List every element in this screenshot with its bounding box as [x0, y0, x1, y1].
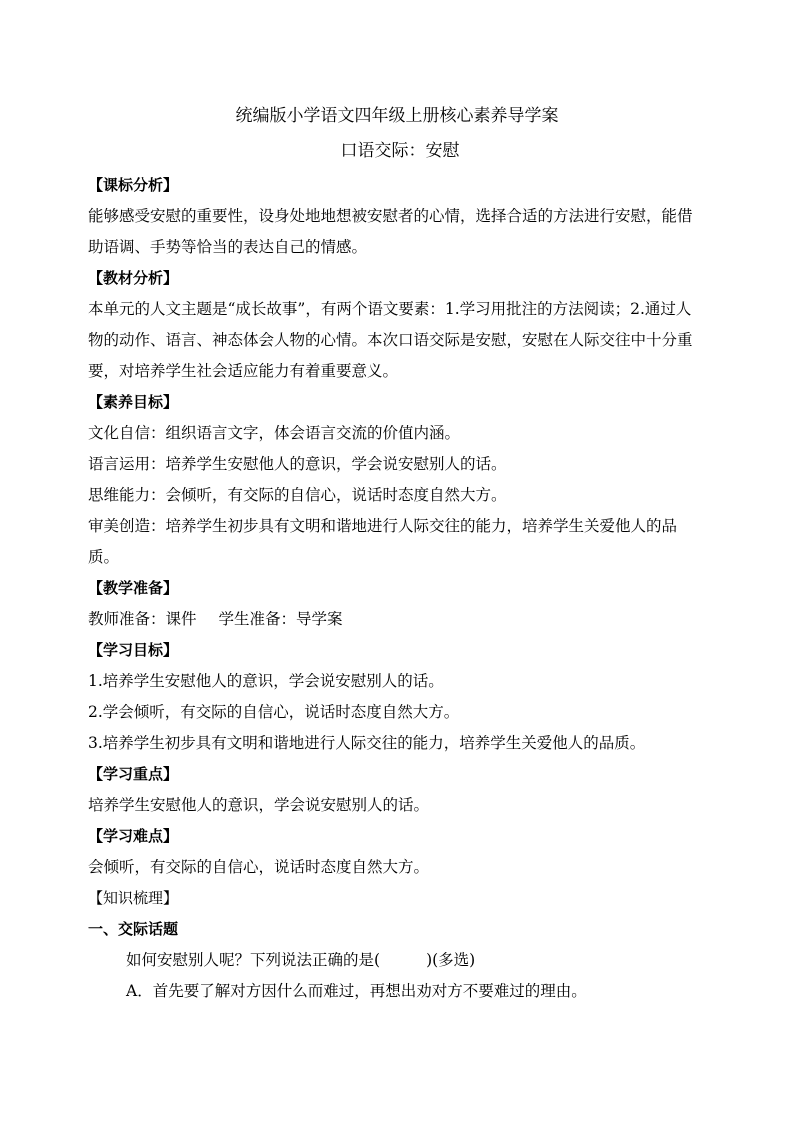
- preparation-line: [88, 604, 706, 635]
- section-heading-curriculum: 【课标分析】: [88, 176, 179, 194]
- knowledge-part-title: 一、交际话题: [88, 920, 179, 938]
- objective-item: 1.培养学生安慰他人的意识，学会说安慰别人的话。: [88, 672, 444, 690]
- section-heading-textbook: 【教材分析】: [88, 269, 179, 287]
- objective-item: 2.学会倾听，有交际的自信心，说话时态度自然大方。: [88, 703, 460, 721]
- document-subtitle: 口语交际：安慰: [340, 141, 460, 161]
- teacher-preparation: 教师准备：课件: [88, 610, 197, 628]
- difficulties-text: 会倾听，有交际的自信心，说话时态度自然大方。: [88, 858, 430, 876]
- question-line: [88, 945, 706, 976]
- goal-item: 审美创造：培养学生初步具有文明和谐地进行人际交往的能力，培养学生关爱他人的品质。: [88, 517, 678, 566]
- document-title: 统编版小学语文四年级上册核心素养导学案: [235, 106, 559, 126]
- section-heading-difficulties: 【学习难点】: [88, 827, 179, 845]
- student-preparation: 学生准备：导学案: [218, 610, 343, 628]
- section-heading-preparation: 【教学准备】: [88, 579, 179, 597]
- section-heading-objectives: 【学习目标】: [88, 641, 179, 659]
- section-heading-goals: 【素养目标】: [88, 393, 179, 411]
- document-body: [88, 100, 706, 1007]
- textbook-text: 本单元的人文主题是“成长故事”，有两个语文要素：1.学习用批注的方法阅读；2.通过人物的动作、语言、神态体会人物的心情。本次口语交际是安慰，安慰在人际交往中十分重要，对培养学生社会适应能力有着重要意义。: [88, 300, 693, 380]
- keypoints-text: 培养学生安慰他人的意识，学会说安慰别人的话。: [88, 796, 430, 814]
- option-a: A．首先要了解对方因什么而难过，再想出劝对方不要难过的理由。: [126, 982, 587, 1000]
- goal-item: 文化自信：组织语言文字，体会语言交流的价值内涵。: [88, 424, 461, 442]
- question-text: 如何安慰别人呢？下列说法正确的是(: [126, 951, 381, 969]
- section-heading-knowledge: 【知识梳理】: [88, 889, 179, 907]
- objective-item: 3.培养学生初步具有文明和谐地进行人际交往的能力，培养学生关爱他人的品质。: [88, 734, 646, 752]
- section-heading-keypoints: 【学习重点】: [88, 765, 179, 783]
- goal-item: 语言运用：培养学生安慰他人的意识，学会说安慰别人的话。: [88, 455, 507, 473]
- question-suffix: )(多选): [426, 951, 476, 969]
- goal-item: 思维能力：会倾听，有交际的自信心，说话时态度自然大方。: [88, 486, 507, 504]
- curriculum-text: 能够感受安慰的重要性，设身处地地想被安慰者的心情，选择合适的方法进行安慰，能借助语调、手势等恰当的表达自己的情感。: [88, 207, 693, 256]
